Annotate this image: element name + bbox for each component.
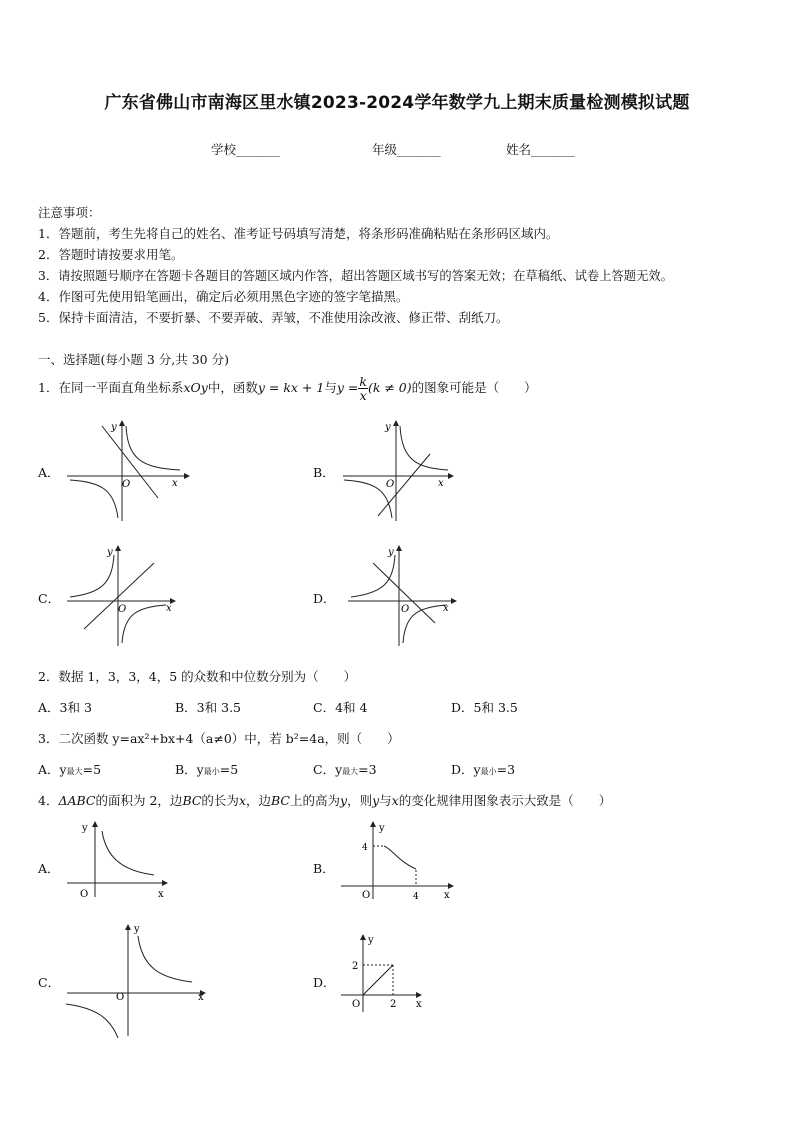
axis-y-label: y [385,422,391,433]
axis-x-label: x [416,999,422,1010]
q1-frac-num: k [359,374,367,389]
q4-graph-a [62,817,177,902]
q4-text: 与 [379,793,392,808]
tick-label-4: 4 [362,843,368,853]
q4-graph-c [62,920,212,1038]
q1-graph-c [62,543,187,648]
note-item: 1．答题前，考生先将自己的姓名、准考证号码填写清楚，将条形码准确粘贴在条形码区域内。 [38,226,559,241]
q4-text: 的面积为 2，边 [95,793,183,808]
grade-field: 年级_______ [372,142,441,157]
axis-y-label: y [379,823,385,834]
option-label: A．y [38,762,67,777]
q4-x: x [238,793,246,808]
q4-option-d-label: D． [313,975,336,990]
option-value: =3 [496,762,516,777]
origin-label: O [352,999,361,1010]
option-value: =3 [358,762,377,777]
q4-graph-b [336,817,461,902]
q2-option-a: A．3和 3 [38,700,92,715]
q4-option-c-label: C． [38,975,61,990]
q4-text: ，则 [347,793,373,808]
q1-cond: (k ≠ 0) [367,380,412,395]
axis-x-label: x [166,603,172,614]
q1-frac-den: x [359,388,367,403]
axis-x-label: x [172,478,178,489]
tick-label-2: 2 [352,961,359,972]
tick-label-2: 2 [390,999,397,1010]
question-1 [38,375,537,402]
q4-y: y [340,793,348,808]
option-label: C．y [313,762,343,777]
school-field: 学校_______ [211,142,280,157]
axis-y-label: y [111,422,117,433]
q4-text: 4． [38,793,59,808]
q4-x: x [391,793,399,808]
q1-func2-lhs: y = [336,380,359,395]
section-heading: 一、选择题(每小题 3 分,共 30 分) [38,352,229,367]
q1-mid1: 中，函数 [207,380,258,395]
origin-label: O [118,604,127,615]
axis-y-label: y [82,823,88,834]
page-title: 广东省佛山市南海区里水镇2023-2024学年数学九上期末质量检测模拟试题 [104,93,690,113]
option-label: D．y [451,762,481,777]
note-item: 4．作图可先使用铅笔画出，确定后必须用黑色字迹的签字笔描黑。 [38,289,409,304]
q1-option-b-label: B． [313,465,335,480]
q2-option-c: C．4和 4 [313,700,368,715]
option-label: B．y [175,762,204,777]
question-3: 3．二次函数 y=ax²+bx+4（a≠0）中，若 b²=4a，则（ ） [38,731,400,746]
note-item: 3．请按照题号顺序在答题卡各题目的答题区域内作答，超出答题区域书写的答案无效；在草稿纸、试卷上答题无效。 [38,269,673,283]
q4-bc: BC [271,793,290,808]
origin-label: O [116,992,125,1003]
option-sub: 最大 [342,767,359,776]
question-2: 2．数据 1，3，3，4，5 的众数和中位数分别为（ ） [38,669,357,684]
name-field: 姓名_______ [506,142,575,157]
origin-label: O [80,889,89,900]
q1-func1: y = kx + 1 [257,380,325,395]
option-sub: 最大 [66,767,83,776]
note-item: 5．保持卡面清洁，不要折暴、不要弄破、弄皱，不准使用涂改液、修正带、刮纸刀。 [38,310,509,325]
origin-label: O [401,604,410,615]
q4-triangle: ΔABC [58,793,96,808]
q1-option-d-label: D． [313,591,336,606]
axis-y-label: y [107,547,113,558]
option-value: =5 [219,762,239,777]
q1-fraction [358,375,368,402]
q2-option-d: D．5和 3.5 [451,700,518,715]
q1-graph-d [343,543,463,648]
axis-x-label: x [438,478,444,489]
q4-option-b-label: B． [313,861,335,876]
q3-option-c [313,760,377,778]
q1-mid2: 与 [324,380,337,395]
question-4 [38,791,611,809]
axis-y-label: y [368,935,374,946]
q1-graph-b [338,418,463,523]
origin-label: O [122,479,131,490]
q4-graph-d [336,932,436,1022]
axis-x-label: x [198,992,204,1003]
axis-y-label: y [134,924,140,935]
q4-text: 上的高为 [290,793,341,808]
q4-option-a-label: A． [38,861,60,876]
axis-y-label: y [388,547,394,558]
notes-heading: 注意事项： [38,205,101,220]
q1-option-c-label: C． [38,591,61,606]
q4-y: y [372,793,380,808]
q4-bc: BC [182,793,202,808]
tick-label-4: 4 [413,892,419,902]
q3-option-a [38,760,101,778]
q3-option-d [451,760,515,778]
q1-prefix: 1．在同一平面直角坐标系 [38,380,184,395]
origin-label: O [386,479,395,490]
q1-coord: xOy [183,380,208,395]
q1-suffix: 的图象可能是（ ） [411,380,537,395]
note-item: 2．答题时请按要求用笔。 [38,247,184,262]
q4-text: ，边 [246,793,272,808]
q1-graph-a [62,418,192,523]
q3-option-b [175,760,238,778]
q4-text: 的变化规律用图象表示大致是（ ） [398,793,612,808]
axis-x-label: x [158,889,164,900]
q4-text: 的长为 [201,793,239,808]
origin-label: O [362,890,371,901]
option-sub: 最小 [480,767,497,776]
option-value: =5 [82,762,102,777]
axis-x-label: x [443,603,449,614]
axis-x-label: x [444,890,450,901]
q1-option-a-label: A． [38,465,60,480]
option-sub: 最小 [203,767,220,776]
q2-option-b: B．3和 3.5 [175,700,241,715]
